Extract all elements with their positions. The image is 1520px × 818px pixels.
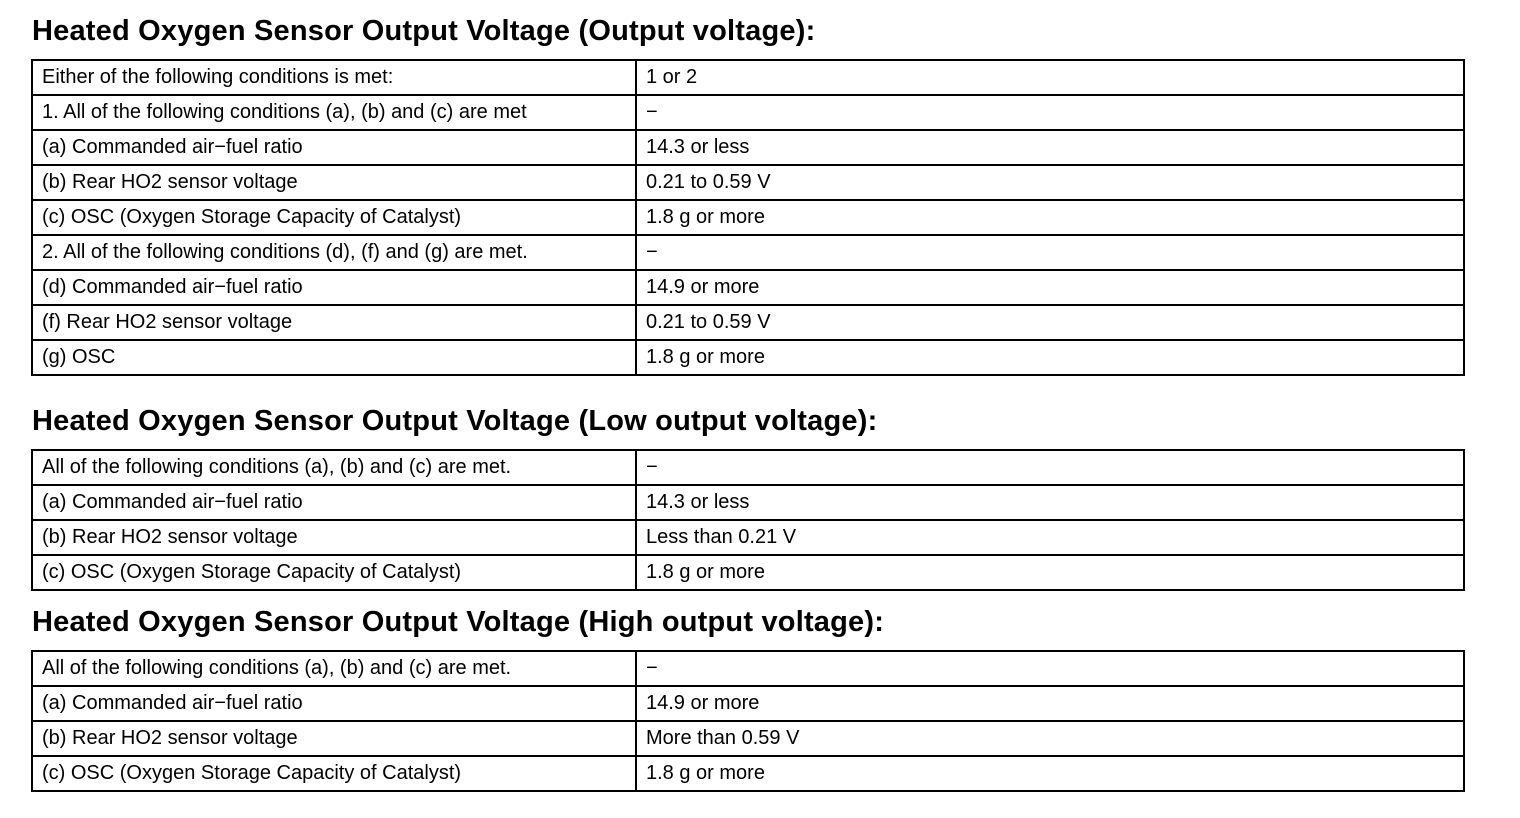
table-row <box>32 200 1464 235</box>
value-cell: Less than 0.21 V <box>636 520 1464 555</box>
table-row <box>32 686 1464 721</box>
condition-cell: (a) Commanded air−fuel ratio <box>32 686 636 721</box>
condition-cell: (f) Rear HO2 sensor voltage <box>32 305 636 340</box>
condition-cell: (a) Commanded air−fuel ratio <box>32 130 636 165</box>
table-row <box>32 555 1464 590</box>
value-cell: 0.21 to 0.59 V <box>636 165 1464 200</box>
section-title-high-output-voltage: Heated Oxygen Sensor Output Voltage (High output voltage): <box>32 606 885 638</box>
value-cell: 14.9 or more <box>636 686 1464 721</box>
table-row <box>32 130 1464 165</box>
table-row <box>32 450 1464 485</box>
condition-cell: 1. All of the following conditions (a), (b) and (c) are met <box>32 95 636 130</box>
condition-cell: 2. All of the following conditions (d), (f) and (g) are met. <box>32 235 636 270</box>
table-row <box>32 95 1464 130</box>
condition-cell: (b) Rear HO2 sensor voltage <box>32 721 636 756</box>
table-row <box>32 485 1464 520</box>
output-voltage-table <box>31 59 1465 376</box>
condition-cell: (g) OSC <box>32 340 636 375</box>
value-cell: − <box>636 235 1464 270</box>
high-output-voltage-table <box>31 650 1465 792</box>
section-title-output-voltage: Heated Oxygen Sensor Output Voltage (Output voltage): <box>32 15 816 47</box>
condition-cell: (d) Commanded air−fuel ratio <box>32 270 636 305</box>
value-cell: 14.3 or less <box>636 130 1464 165</box>
condition-cell: (a) Commanded air−fuel ratio <box>32 485 636 520</box>
table-row <box>32 340 1464 375</box>
value-cell: 1.8 g or more <box>636 756 1464 791</box>
value-cell: 0.21 to 0.59 V <box>636 305 1464 340</box>
condition-cell: (c) OSC (Oxygen Storage Capacity of Catalyst) <box>32 555 636 590</box>
low-output-voltage-table <box>31 449 1465 591</box>
table-row <box>32 270 1464 305</box>
condition-cell: All of the following conditions (a), (b) and (c) are met. <box>32 450 636 485</box>
condition-cell: (c) OSC (Oxygen Storage Capacity of Catalyst) <box>32 756 636 791</box>
value-cell: − <box>636 95 1464 130</box>
value-cell: 14.3 or less <box>636 485 1464 520</box>
value-cell: More than 0.59 V <box>636 721 1464 756</box>
condition-cell: Either of the following conditions is met: <box>32 60 636 95</box>
condition-cell: (b) Rear HO2 sensor voltage <box>32 520 636 555</box>
value-cell: 14.9 or more <box>636 270 1464 305</box>
value-cell: 1.8 g or more <box>636 555 1464 590</box>
table-row <box>32 60 1464 95</box>
condition-cell: (c) OSC (Oxygen Storage Capacity of Catalyst) <box>32 200 636 235</box>
value-cell: 1.8 g or more <box>636 200 1464 235</box>
condition-cell: (b) Rear HO2 sensor voltage <box>32 165 636 200</box>
table-row <box>32 721 1464 756</box>
value-cell: 1 or 2 <box>636 60 1464 95</box>
value-cell: 1.8 g or more <box>636 340 1464 375</box>
value-cell: − <box>636 651 1464 686</box>
table-row <box>32 235 1464 270</box>
condition-cell: All of the following conditions (a), (b) and (c) are met. <box>32 651 636 686</box>
value-cell: − <box>636 450 1464 485</box>
table-row <box>32 305 1464 340</box>
section-title-low-output-voltage: Heated Oxygen Sensor Output Voltage (Low output voltage): <box>32 405 878 437</box>
table-row <box>32 165 1464 200</box>
table-row <box>32 756 1464 791</box>
table-row <box>32 651 1464 686</box>
table-row <box>32 520 1464 555</box>
